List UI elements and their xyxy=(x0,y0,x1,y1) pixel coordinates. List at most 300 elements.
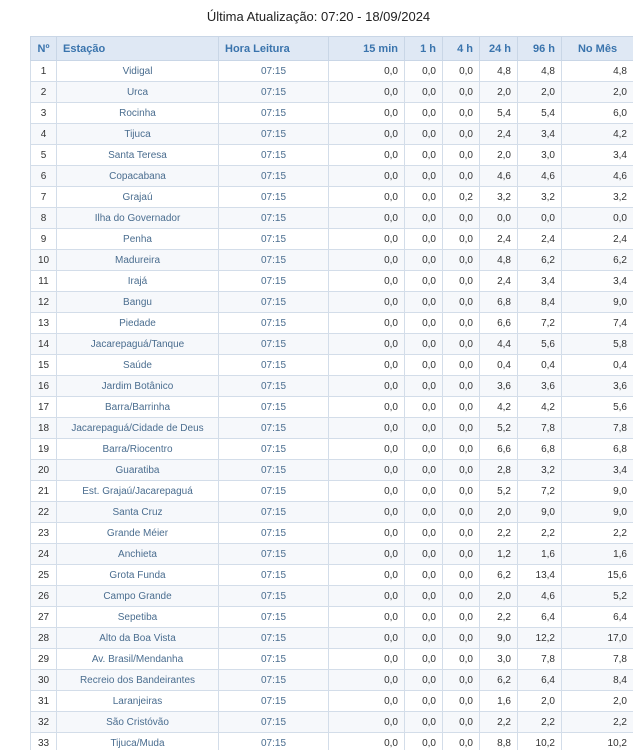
cell-4h: 0,0 xyxy=(443,460,480,481)
cell-month: 2,0 xyxy=(562,82,634,103)
cell-reading-time: 07:15 xyxy=(219,691,329,712)
cell-4h: 0,0 xyxy=(443,586,480,607)
cell-4h: 0,0 xyxy=(443,376,480,397)
table-row xyxy=(31,712,634,733)
cell-24h: 4,6 xyxy=(480,166,518,187)
cell-1h: 0,0 xyxy=(405,733,443,750)
col-header-station: Estação xyxy=(57,37,219,61)
col-header-reading-time: Hora Leitura xyxy=(219,37,329,61)
cell-96h: 7,8 xyxy=(518,418,562,439)
cell-reading-time: 07:15 xyxy=(219,229,329,250)
cell-24h: 2,4 xyxy=(480,124,518,145)
cell-4h: 0,0 xyxy=(443,523,480,544)
cell-number: 26 xyxy=(31,586,57,607)
cell-reading-time: 07:15 xyxy=(219,271,329,292)
cell-number: 9 xyxy=(31,229,57,250)
cell-station: Vidigal xyxy=(57,61,219,82)
cell-reading-time: 07:15 xyxy=(219,670,329,691)
cell-4h: 0,0 xyxy=(443,250,480,271)
cell-1h: 0,0 xyxy=(405,145,443,166)
col-header-96h: 96 h xyxy=(518,37,562,61)
cell-4h: 0,0 xyxy=(443,103,480,124)
table-row xyxy=(31,250,634,271)
cell-number: 10 xyxy=(31,250,57,271)
cell-number: 1 xyxy=(31,61,57,82)
cell-15min: 0,0 xyxy=(329,145,405,166)
cell-station: Alto da Boa Vista xyxy=(57,628,219,649)
cell-24h: 2,4 xyxy=(480,229,518,250)
cell-24h: 1,6 xyxy=(480,691,518,712)
cell-96h: 9,0 xyxy=(518,502,562,523)
cell-station: Campo Grande xyxy=(57,586,219,607)
table-row xyxy=(31,481,634,502)
table-row xyxy=(31,544,634,565)
cell-24h: 0,4 xyxy=(480,355,518,376)
cell-15min: 0,0 xyxy=(329,61,405,82)
table-row xyxy=(31,523,634,544)
cell-reading-time: 07:15 xyxy=(219,103,329,124)
cell-station: Grande Méier xyxy=(57,523,219,544)
cell-number: 6 xyxy=(31,166,57,187)
cell-1h: 0,0 xyxy=(405,292,443,313)
cell-month: 6,0 xyxy=(562,103,634,124)
cell-4h: 0,0 xyxy=(443,691,480,712)
cell-reading-time: 07:15 xyxy=(219,628,329,649)
cell-number: 8 xyxy=(31,208,57,229)
cell-month: 3,6 xyxy=(562,376,634,397)
cell-96h: 2,0 xyxy=(518,691,562,712)
cell-month: 5,8 xyxy=(562,334,634,355)
table-row xyxy=(31,187,634,208)
table-row xyxy=(31,670,634,691)
cell-month: 9,0 xyxy=(562,292,634,313)
table-row xyxy=(31,313,634,334)
cell-15min: 0,0 xyxy=(329,166,405,187)
cell-24h: 6,8 xyxy=(480,292,518,313)
cell-4h: 0,0 xyxy=(443,565,480,586)
cell-15min: 0,0 xyxy=(329,292,405,313)
cell-month: 4,6 xyxy=(562,166,634,187)
cell-reading-time: 07:15 xyxy=(219,61,329,82)
cell-month: 3,4 xyxy=(562,271,634,292)
rainfall-table-container xyxy=(30,36,633,750)
cell-24h: 8,8 xyxy=(480,733,518,750)
table-row xyxy=(31,418,634,439)
cell-station: Barra/Riocentro xyxy=(57,439,219,460)
cell-station: Ilha do Governador xyxy=(57,208,219,229)
cell-15min: 0,0 xyxy=(329,565,405,586)
cell-station: Penha xyxy=(57,229,219,250)
table-body xyxy=(31,61,634,750)
table-row xyxy=(31,208,634,229)
cell-station: Tijuca/Muda xyxy=(57,733,219,750)
table-row xyxy=(31,82,634,103)
cell-number: 17 xyxy=(31,397,57,418)
cell-station: Rocinha xyxy=(57,103,219,124)
cell-15min: 0,0 xyxy=(329,628,405,649)
cell-96h: 2,2 xyxy=(518,712,562,733)
cell-24h: 2,0 xyxy=(480,145,518,166)
table-row xyxy=(31,733,634,750)
cell-station: Guaratiba xyxy=(57,460,219,481)
cell-96h: 3,4 xyxy=(518,271,562,292)
cell-station: Av. Brasil/Mendanha xyxy=(57,649,219,670)
cell-reading-time: 07:15 xyxy=(219,586,329,607)
cell-4h: 0,0 xyxy=(443,166,480,187)
cell-number: 14 xyxy=(31,334,57,355)
cell-96h: 3,2 xyxy=(518,187,562,208)
cell-96h: 3,2 xyxy=(518,460,562,481)
cell-15min: 0,0 xyxy=(329,523,405,544)
cell-number: 20 xyxy=(31,460,57,481)
cell-reading-time: 07:15 xyxy=(219,208,329,229)
cell-reading-time: 07:15 xyxy=(219,355,329,376)
cell-24h: 6,6 xyxy=(480,439,518,460)
cell-station: Saúde xyxy=(57,355,219,376)
table-row xyxy=(31,607,634,628)
table-row xyxy=(31,61,634,82)
cell-1h: 0,0 xyxy=(405,607,443,628)
cell-reading-time: 07:15 xyxy=(219,607,329,628)
cell-station: Barra/Barrinha xyxy=(57,397,219,418)
cell-station: Santa Cruz xyxy=(57,502,219,523)
cell-number: 28 xyxy=(31,628,57,649)
cell-96h: 8,4 xyxy=(518,292,562,313)
cell-reading-time: 07:15 xyxy=(219,124,329,145)
cell-15min: 0,0 xyxy=(329,670,405,691)
col-header-month: No Mês xyxy=(562,37,634,61)
cell-1h: 0,0 xyxy=(405,229,443,250)
cell-96h: 6,4 xyxy=(518,607,562,628)
cell-96h: 2,4 xyxy=(518,229,562,250)
cell-reading-time: 07:15 xyxy=(219,313,329,334)
cell-4h: 0,0 xyxy=(443,481,480,502)
cell-24h: 5,4 xyxy=(480,103,518,124)
cell-number: 19 xyxy=(31,439,57,460)
cell-24h: 2,8 xyxy=(480,460,518,481)
cell-4h: 0,0 xyxy=(443,61,480,82)
cell-station: Laranjeiras xyxy=(57,691,219,712)
cell-number: 30 xyxy=(31,670,57,691)
cell-number: 5 xyxy=(31,145,57,166)
cell-month: 6,4 xyxy=(562,607,634,628)
table-row xyxy=(31,628,634,649)
table-row xyxy=(31,649,634,670)
table-row xyxy=(31,124,634,145)
cell-month: 6,8 xyxy=(562,439,634,460)
cell-15min: 0,0 xyxy=(329,271,405,292)
cell-4h: 0,0 xyxy=(443,397,480,418)
cell-24h: 4,8 xyxy=(480,61,518,82)
table-row xyxy=(31,166,634,187)
cell-reading-time: 07:15 xyxy=(219,544,329,565)
cell-number: 4 xyxy=(31,124,57,145)
cell-1h: 0,0 xyxy=(405,250,443,271)
cell-month: 2,4 xyxy=(562,229,634,250)
table-row xyxy=(31,502,634,523)
cell-station: Jardim Botânico xyxy=(57,376,219,397)
cell-station: Jacarepaguá/Cidade de Deus xyxy=(57,418,219,439)
col-header-1h: 1 h xyxy=(405,37,443,61)
cell-15min: 0,0 xyxy=(329,82,405,103)
cell-4h: 0,0 xyxy=(443,229,480,250)
cell-24h: 1,2 xyxy=(480,544,518,565)
cell-month: 3,4 xyxy=(562,145,634,166)
cell-1h: 0,0 xyxy=(405,691,443,712)
cell-reading-time: 07:15 xyxy=(219,145,329,166)
cell-reading-time: 07:15 xyxy=(219,292,329,313)
cell-1h: 0,0 xyxy=(405,586,443,607)
cell-reading-time: 07:15 xyxy=(219,523,329,544)
rainfall-table xyxy=(30,36,633,750)
cell-month: 15,6 xyxy=(562,565,634,586)
cell-station: Madureira xyxy=(57,250,219,271)
cell-1h: 0,0 xyxy=(405,481,443,502)
table-row xyxy=(31,586,634,607)
cell-1h: 0,0 xyxy=(405,544,443,565)
cell-4h: 0,0 xyxy=(443,355,480,376)
cell-96h: 13,4 xyxy=(518,565,562,586)
cell-15min: 0,0 xyxy=(329,481,405,502)
cell-number: 11 xyxy=(31,271,57,292)
cell-96h: 10,2 xyxy=(518,733,562,750)
cell-reading-time: 07:15 xyxy=(219,418,329,439)
cell-station: Recreio dos Bandeirantes xyxy=(57,670,219,691)
cell-96h: 3,0 xyxy=(518,145,562,166)
cell-24h: 4,4 xyxy=(480,334,518,355)
page-title: Última Atualização: 07:20 - 18/09/2024 xyxy=(206,9,431,24)
cell-month: 3,4 xyxy=(562,460,634,481)
table-row xyxy=(31,145,634,166)
cell-24h: 2,0 xyxy=(480,502,518,523)
cell-96h: 6,2 xyxy=(518,250,562,271)
cell-15min: 0,0 xyxy=(329,733,405,750)
cell-number: 3 xyxy=(31,103,57,124)
cell-number: 12 xyxy=(31,292,57,313)
cell-15min: 0,0 xyxy=(329,334,405,355)
cell-96h: 5,4 xyxy=(518,103,562,124)
table-row xyxy=(31,565,634,586)
cell-month: 9,0 xyxy=(562,481,634,502)
table-row xyxy=(31,397,634,418)
cell-24h: 2,0 xyxy=(480,586,518,607)
cell-month: 0,4 xyxy=(562,355,634,376)
cell-24h: 2,2 xyxy=(480,523,518,544)
cell-1h: 0,0 xyxy=(405,376,443,397)
cell-reading-time: 07:15 xyxy=(219,460,329,481)
cell-4h: 0,0 xyxy=(443,544,480,565)
table-row xyxy=(31,691,634,712)
cell-station: Copacabana xyxy=(57,166,219,187)
cell-number: 23 xyxy=(31,523,57,544)
cell-1h: 0,0 xyxy=(405,628,443,649)
cell-1h: 0,0 xyxy=(405,208,443,229)
cell-1h: 0,0 xyxy=(405,439,443,460)
col-header-4h: 4 h xyxy=(443,37,480,61)
cell-15min: 0,0 xyxy=(329,460,405,481)
cell-4h: 0,0 xyxy=(443,712,480,733)
cell-15min: 0,0 xyxy=(329,229,405,250)
cell-96h: 12,2 xyxy=(518,628,562,649)
cell-reading-time: 07:15 xyxy=(219,439,329,460)
cell-24h: 6,2 xyxy=(480,565,518,586)
table-row xyxy=(31,292,634,313)
cell-number: 7 xyxy=(31,187,57,208)
cell-4h: 0,0 xyxy=(443,670,480,691)
cell-number: 15 xyxy=(31,355,57,376)
cell-1h: 0,0 xyxy=(405,334,443,355)
cell-24h: 3,2 xyxy=(480,187,518,208)
cell-reading-time: 07:15 xyxy=(219,166,329,187)
cell-15min: 0,0 xyxy=(329,355,405,376)
col-header-24h: 24 h xyxy=(480,37,518,61)
cell-96h: 1,6 xyxy=(518,544,562,565)
cell-15min: 0,0 xyxy=(329,250,405,271)
cell-15min: 0,0 xyxy=(329,418,405,439)
cell-month: 10,2 xyxy=(562,733,634,750)
cell-number: 16 xyxy=(31,376,57,397)
cell-4h: 0,0 xyxy=(443,208,480,229)
cell-15min: 0,0 xyxy=(329,124,405,145)
cell-reading-time: 07:15 xyxy=(219,334,329,355)
cell-month: 2,2 xyxy=(562,712,634,733)
cell-station: Tijuca xyxy=(57,124,219,145)
cell-1h: 0,0 xyxy=(405,355,443,376)
cell-number: 21 xyxy=(31,481,57,502)
cell-4h: 0,0 xyxy=(443,124,480,145)
col-header-15min: 15 min xyxy=(329,37,405,61)
cell-month: 8,4 xyxy=(562,670,634,691)
cell-4h: 0,0 xyxy=(443,334,480,355)
col-header-number: Nº xyxy=(31,37,57,61)
cell-month: 7,4 xyxy=(562,313,634,334)
cell-station: Jacarepaguá/Tanque xyxy=(57,334,219,355)
cell-96h: 6,8 xyxy=(518,439,562,460)
cell-4h: 0,0 xyxy=(443,439,480,460)
cell-15min: 0,0 xyxy=(329,544,405,565)
cell-24h: 2,0 xyxy=(480,82,518,103)
cell-4h: 0,0 xyxy=(443,502,480,523)
table-row xyxy=(31,376,634,397)
cell-1h: 0,0 xyxy=(405,166,443,187)
cell-24h: 2,2 xyxy=(480,712,518,733)
cell-month: 5,6 xyxy=(562,397,634,418)
cell-station: Piedade xyxy=(57,313,219,334)
cell-96h: 7,8 xyxy=(518,649,562,670)
cell-number: 33 xyxy=(31,733,57,750)
cell-number: 27 xyxy=(31,607,57,628)
table-row xyxy=(31,334,634,355)
cell-number: 18 xyxy=(31,418,57,439)
cell-24h: 3,0 xyxy=(480,649,518,670)
cell-96h: 4,6 xyxy=(518,586,562,607)
table-row xyxy=(31,355,634,376)
cell-reading-time: 07:15 xyxy=(219,712,329,733)
cell-number: 13 xyxy=(31,313,57,334)
cell-1h: 0,0 xyxy=(405,397,443,418)
cell-reading-time: 07:15 xyxy=(219,649,329,670)
cell-96h: 7,2 xyxy=(518,481,562,502)
cell-15min: 0,0 xyxy=(329,607,405,628)
cell-4h: 0,0 xyxy=(443,313,480,334)
cell-96h: 6,4 xyxy=(518,670,562,691)
cell-month: 6,2 xyxy=(562,250,634,271)
cell-15min: 0,0 xyxy=(329,691,405,712)
cell-24h: 2,4 xyxy=(480,271,518,292)
cell-15min: 0,0 xyxy=(329,712,405,733)
cell-reading-time: 07:15 xyxy=(219,481,329,502)
table-row xyxy=(31,229,634,250)
cell-station: Grota Funda xyxy=(57,565,219,586)
cell-15min: 0,0 xyxy=(329,397,405,418)
cell-4h: 0,0 xyxy=(443,145,480,166)
cell-reading-time: 07:15 xyxy=(219,502,329,523)
cell-15min: 0,0 xyxy=(329,586,405,607)
table-header-row xyxy=(31,37,634,61)
cell-15min: 0,0 xyxy=(329,439,405,460)
cell-4h: 0,0 xyxy=(443,628,480,649)
cell-1h: 0,0 xyxy=(405,271,443,292)
cell-1h: 0,0 xyxy=(405,649,443,670)
cell-4h: 0,2 xyxy=(443,187,480,208)
cell-1h: 0,0 xyxy=(405,460,443,481)
cell-96h: 0,0 xyxy=(518,208,562,229)
cell-4h: 0,0 xyxy=(443,271,480,292)
cell-number: 24 xyxy=(31,544,57,565)
cell-15min: 0,0 xyxy=(329,313,405,334)
cell-96h: 4,8 xyxy=(518,61,562,82)
cell-96h: 3,6 xyxy=(518,376,562,397)
cell-1h: 0,0 xyxy=(405,61,443,82)
cell-1h: 0,0 xyxy=(405,124,443,145)
cell-96h: 3,4 xyxy=(518,124,562,145)
cell-month: 4,8 xyxy=(562,61,634,82)
cell-24h: 6,2 xyxy=(480,670,518,691)
cell-15min: 0,0 xyxy=(329,649,405,670)
cell-station: Irajá xyxy=(57,271,219,292)
cell-1h: 0,0 xyxy=(405,712,443,733)
cell-96h: 4,6 xyxy=(518,166,562,187)
cell-number: 25 xyxy=(31,565,57,586)
table-row xyxy=(31,439,634,460)
cell-96h: 5,6 xyxy=(518,334,562,355)
cell-96h: 0,4 xyxy=(518,355,562,376)
cell-month: 7,8 xyxy=(562,649,634,670)
cell-month: 7,8 xyxy=(562,418,634,439)
cell-number: 22 xyxy=(31,502,57,523)
cell-number: 29 xyxy=(31,649,57,670)
cell-24h: 6,6 xyxy=(480,313,518,334)
cell-number: 32 xyxy=(31,712,57,733)
cell-96h: 2,0 xyxy=(518,82,562,103)
cell-24h: 3,6 xyxy=(480,376,518,397)
cell-1h: 0,0 xyxy=(405,523,443,544)
cell-15min: 0,0 xyxy=(329,502,405,523)
cell-station: Anchieta xyxy=(57,544,219,565)
cell-1h: 0,0 xyxy=(405,313,443,334)
cell-month: 2,0 xyxy=(562,691,634,712)
cell-4h: 0,0 xyxy=(443,82,480,103)
cell-4h: 0,0 xyxy=(443,649,480,670)
cell-station: Bangu xyxy=(57,292,219,313)
cell-4h: 0,0 xyxy=(443,292,480,313)
cell-reading-time: 07:15 xyxy=(219,397,329,418)
cell-15min: 0,0 xyxy=(329,103,405,124)
cell-station: São Cristóvão xyxy=(57,712,219,733)
cell-1h: 0,0 xyxy=(405,103,443,124)
cell-24h: 9,0 xyxy=(480,628,518,649)
cell-4h: 0,0 xyxy=(443,733,480,750)
